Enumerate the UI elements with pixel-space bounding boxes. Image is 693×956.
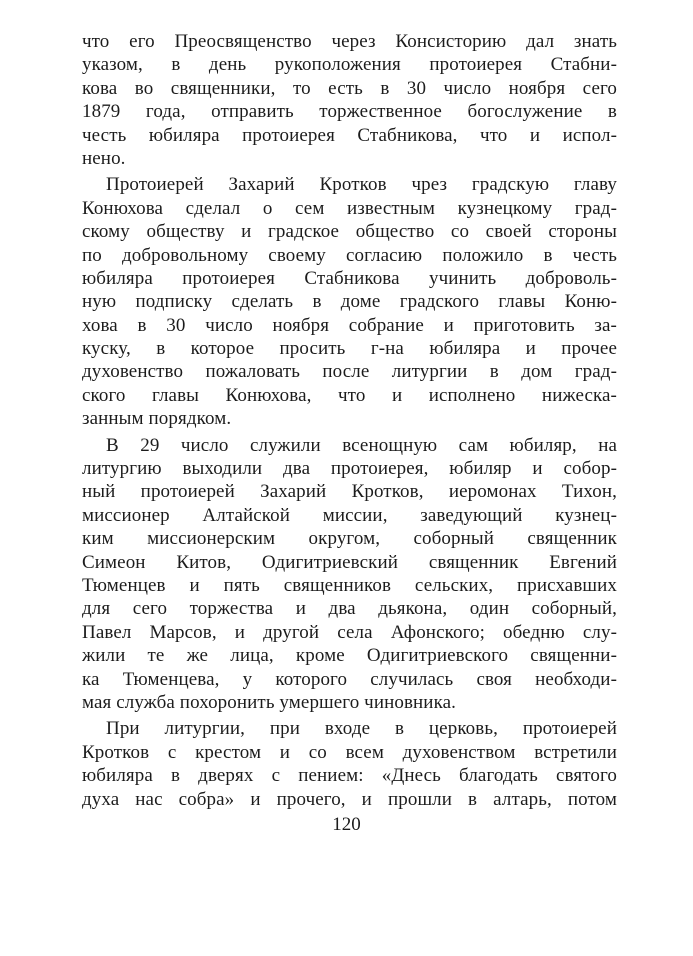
text-line: жили те же лица, кроме Одигитриевского священни- xyxy=(82,645,617,667)
text-line: нено. xyxy=(82,147,126,169)
text-line: При литургии, при входе в церковь, протоиерей xyxy=(106,718,617,740)
text-line: юбиляра в дверях с пением: «Днесь благодать святого xyxy=(82,765,617,787)
text-line: 1879 года, отправить торжественное богослужение в xyxy=(82,101,617,123)
text-line: духовенство пожаловать после литургии в дом град- xyxy=(82,361,617,383)
text-line: для сего торжества и два дьякона, один соборный, xyxy=(82,598,617,620)
text-line: занным порядком. xyxy=(82,408,232,430)
text-line: ким миссионерским округом, соборный священник xyxy=(82,528,617,550)
text-line: ный протоиерей Захарий Кротков, иеромонах Тихон, xyxy=(82,481,617,503)
text-line: Павел Марсов, и другой села Афонского; обедню слу- xyxy=(82,621,617,643)
text-line: литургию выходили два протоиерея, юбиляр и собор- xyxy=(82,458,617,480)
paragraph-3 xyxy=(82,434,617,715)
text-line: хова в 30 число ноября собрание и приготовить за- xyxy=(82,314,617,336)
text-line: ского главы Конюхова, что и исполнено нижеска- xyxy=(82,384,617,406)
text-line: указом, в день рукоположения протоиерея Стабни- xyxy=(82,54,617,76)
text-line: духа нас собра» и прочего, и прошли в алтарь, потом xyxy=(82,788,617,810)
paragraph-4 xyxy=(82,717,617,811)
text-line: Тюменцев и пять священников сельских, присхавших xyxy=(82,574,617,596)
page-number: 120 xyxy=(332,814,361,835)
text-line: честь юбиляра протоиерея Стабникова, что и испол- xyxy=(82,124,617,146)
text-line: Кротков с крестом и со всем духовенством встретили xyxy=(82,741,617,763)
text-line: ную подписку сделать в доме градского главы Коню- xyxy=(82,291,617,313)
text-line: ка Тюменцева, у которого случилась своя необходи- xyxy=(82,668,617,690)
text-line: что его Преосвященство через Консисторию дал знать xyxy=(82,31,617,52)
text-line: Протоиерей Захарий Кротков чрез градскую главу xyxy=(106,174,617,196)
text-line: В 29 число служили всенощную сам юбиляр, на xyxy=(106,434,617,456)
text-line: по добровольному своему согласию положило в честь xyxy=(82,244,617,266)
text-line: юбиляра протоиерея Стабникова учинить доброволь- xyxy=(82,267,617,289)
text-line: кова во священники, то есть в 30 число ноября сего xyxy=(82,77,617,99)
text-line: куску, в которое просить г-на юбиляра и прочее xyxy=(82,338,617,360)
paragraph-1 xyxy=(82,30,617,170)
text-line: мая служба похоронить умершего чиновника. xyxy=(82,691,456,713)
text-line: миссионер Алтайской миссии, заведующий кузнец- xyxy=(82,504,617,526)
paragraph-2 xyxy=(82,173,617,430)
text-line: Конюхова сделал о сем известным кузнецкому град- xyxy=(82,197,617,219)
text-line: Симеон Китов, Одигитриевский священник Евгений xyxy=(82,551,617,573)
body-text xyxy=(82,30,617,811)
text-line: скому обществу и градское общество со своей стороны xyxy=(82,221,617,243)
